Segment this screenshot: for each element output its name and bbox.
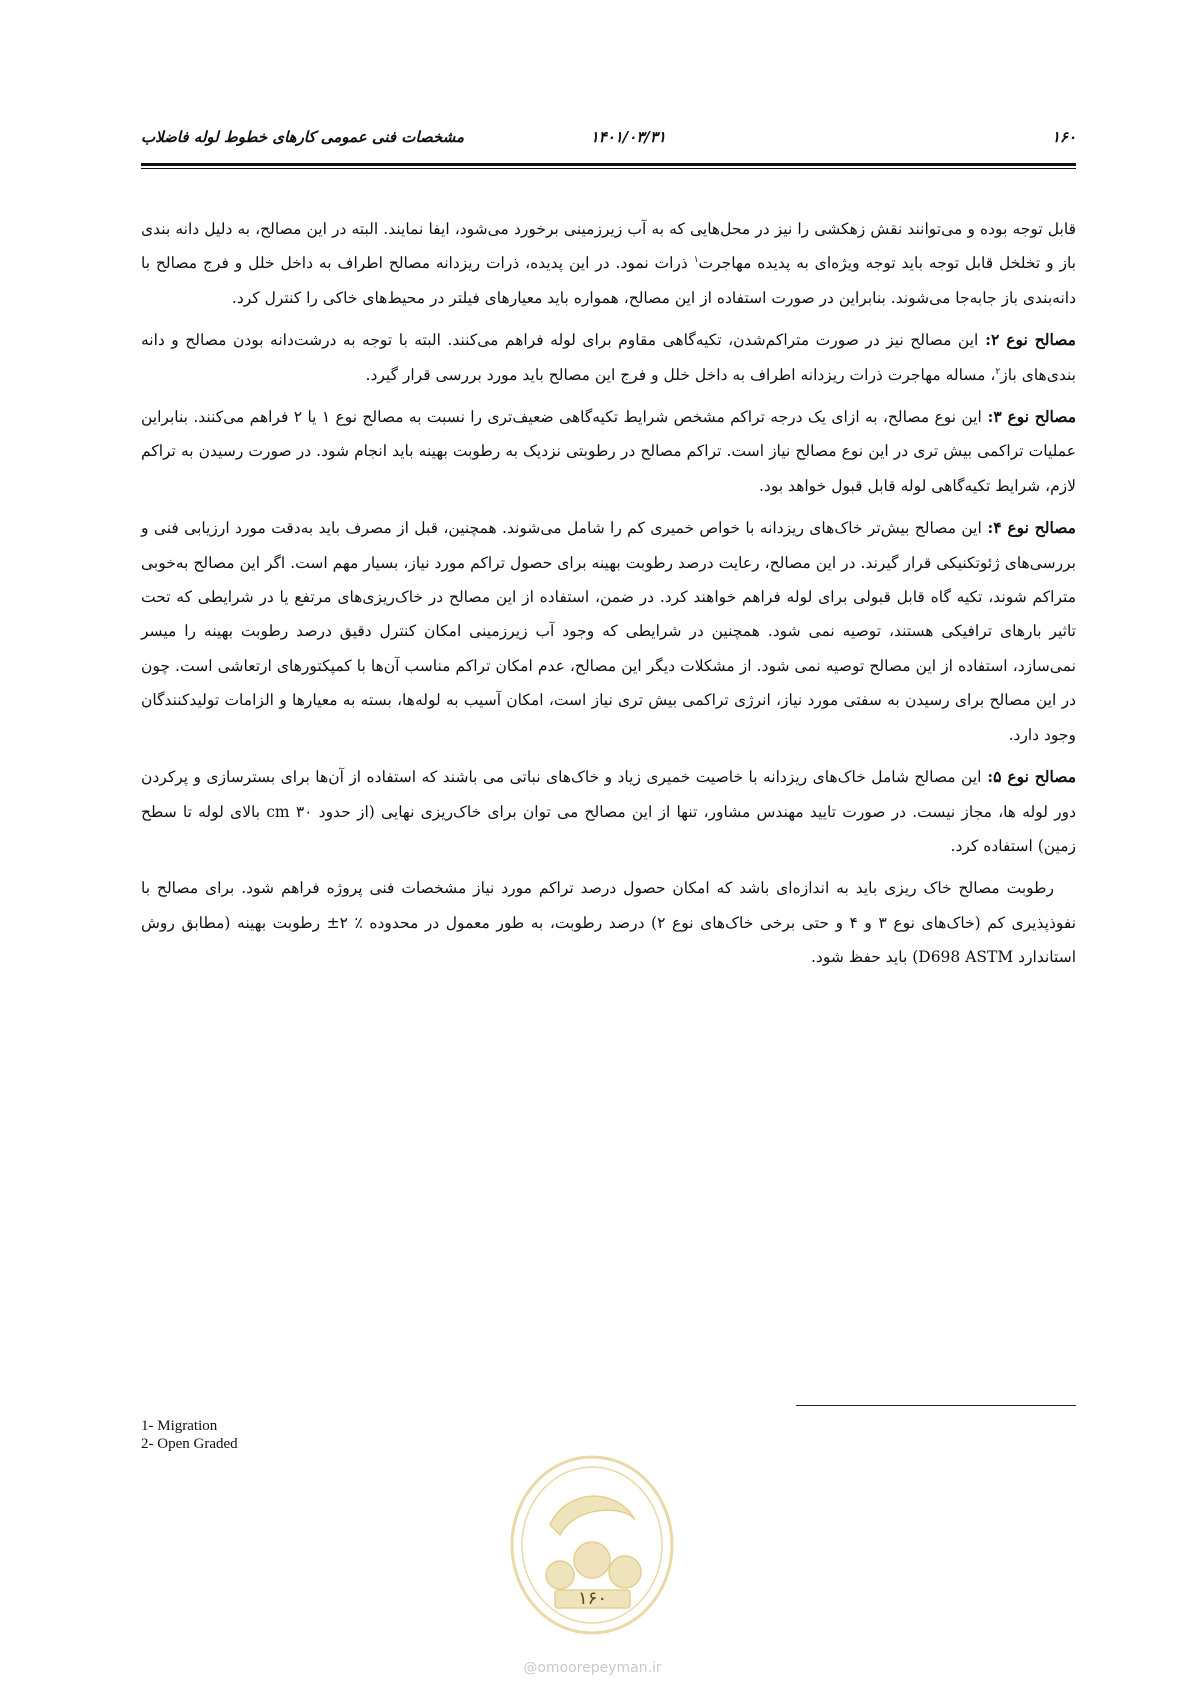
body-text — [141, 212, 1076, 983]
footnote-rule — [796, 1405, 1076, 1406]
paragraph-label: مصالح نوع ۴: — [981, 518, 1076, 538]
footnotes — [141, 1417, 541, 1453]
page-number: ۱۶۰ — [1051, 128, 1076, 146]
paragraph-type-3: مصالح نوع ۳: این نوع مصالح، به ازای یک درجه تراکم مشخص شرایط تکیه‌گاهی ضعیف‌تری را نسبت به مصالح نوع ۱ یا ۲ فراهم می‌کنند. بنابراین عملیات تراکمی بیش تری در این نوع مصالح نیاز است. تراکم مصالح در رطوبتی نزدیک به رطوبت بهینه باید انجام شود. در صورت رسیدن به تراکم لازم، شرایط تکیه‌گاهی لوله قابل قبول خواهد بود. — [141, 407, 1077, 495]
paragraph-label: مصالح نوع ۳: — [981, 407, 1077, 427]
header-date: ۱۴۰۱/۰۳/۳۱ — [590, 128, 666, 146]
paragraph: قابل توجه بوده و می‌توانند نقش زهکشی را نیز در محل‌هایی که به آب زیرزمینی برخورد می‌شود، ایفا نمایند. البته در این مصالح، به دلیل دانه بندی باز و تخلخل قابل توجه باید توجه ویژه‌ای به پدیده مهاجرت$^۱$ ذرات نمود. در این پدیده، ذرات ریزدانه مصالح اطراف به داخل خلل و فرج مصالح با دانه‌بندی باز جابه‌جا می‌شوند. بنابراین در صورت استفاده از این مصالح، همواره باید معیارهای فیلتر در محیط‌های خاکی را کنترل کرد. — [141, 220, 1076, 307]
paragraph-label: مصالح نوع ۵: — [981, 767, 1076, 787]
footnote-2: 2- Open Graded — [141, 1436, 238, 1452]
seal-page-number: ۱۶۰ — [577, 1588, 607, 1609]
document-title: مشخصات فنی عمومی کارهای خطوط لوله فاضلاب — [141, 128, 465, 146]
footnote-1: 1- Migration — [141, 1418, 218, 1434]
watermark: @omoorepeyman.ir — [523, 1660, 662, 1676]
paragraph-moisture: رطوبت مصالح خاک ریزی باید به اندازه‌ای باشد که امکان حصول درصد تراکم مورد نیاز مشخصات فنی پروژه فراهم شود. برای مصالح با نفوذپذیری کم (خاک‌های نوع ۳ و ۴ و حتی برخی خاک‌های نوع ۲) درصد رطوبت، به طور معمول در محدوده ٪ ۲± رطوبت بهینه (مطابق روش استاندارد D698 ASTM) باید حفظ شود. — [141, 879, 1077, 967]
header-rule — [141, 163, 1076, 169]
footnote-ref: ۲ — [995, 366, 1001, 377]
paragraph-label: مصالح نوع ۲: — [978, 330, 1076, 350]
publisher-seal-logo — [505, 1450, 680, 1640]
page-header — [141, 128, 1076, 150]
paragraph-type-5: مصالح نوع ۵: این مصالح شامل خاک‌های ریزدانه با خاصیت خمیری زیاد و خاک‌های نباتی می باشند که استفاده از آن‌ها برای بسترسازی و پرکردن دور لوله ها، مجاز نیست. در صورت تایید مهندس مشاور، تنها از این مصالح می توان برای خاک‌ریزی نهایی (از حدود ۳۰ cm بالای لوله تا سطح زمین) استفاده کرد. — [141, 767, 1076, 855]
footnote-ref: ۱ — [693, 255, 699, 266]
paragraph-type-2: مصالح نوع ۲: این مصالح نیز در صورت متراکم‌شدن، تکیه‌گاهی مقاوم برای لوله فراهم می‌کنند. البته با توجه به درشت‌دانه بودن مصالح و دانه بندی‌های باز$^۲$، مساله مهاجرت ذرات ریزدانه اطراف به داخل خلل و فرج این مصالح باید مورد بررسی قرار گیرد. — [141, 330, 1076, 384]
paragraph-type-4: مصالح نوع ۴: این مصالح بیش‌تر خاک‌های ریزدانه با خواص خمیری کم را شامل می‌شوند. همچنین، قبل از مصرف باید به‌دقت مورد ارزیابی فنی و بررسی‌های ژئوتکنیکی قرار گیرند. در این مصالح، رعایت درصد رطوبت بهینه برای حصول تراکم مورد نیاز، بسیار مهم است. اگر این مصالح به‌خوبی متراکم شوند، تکیه گاه قابل قبولی برای لوله فراهم خواهند کرد. در ضمن، استفاده از این مصالح در خاک‌ریزی‌های مرتفع یا در شرایطی که تحت تاثیر بارهای ترافیکی هستند، توصیه نمی شود. همچنین در شرایطی که وجود آب زیرزمینی امکان کنترل دقیق درصد رطوبت بهینه را میسر نمی‌سازد، استفاده از این مصالح توصیه نمی شود. از مشکلات دیگر این مصالح، عدم امکان تراکم مناسب آن‌ها با کمپکتورهای ارتعاشی است. چون در این مصالح برای رسیدن به سفتی مورد نیاز، انرژی تراکمی بیش تری نیاز است، امکان آسیب به لوله‌ها، بسته به معیارها و الزامات تولیدکنندگان وجود دارد. — [141, 518, 1076, 744]
